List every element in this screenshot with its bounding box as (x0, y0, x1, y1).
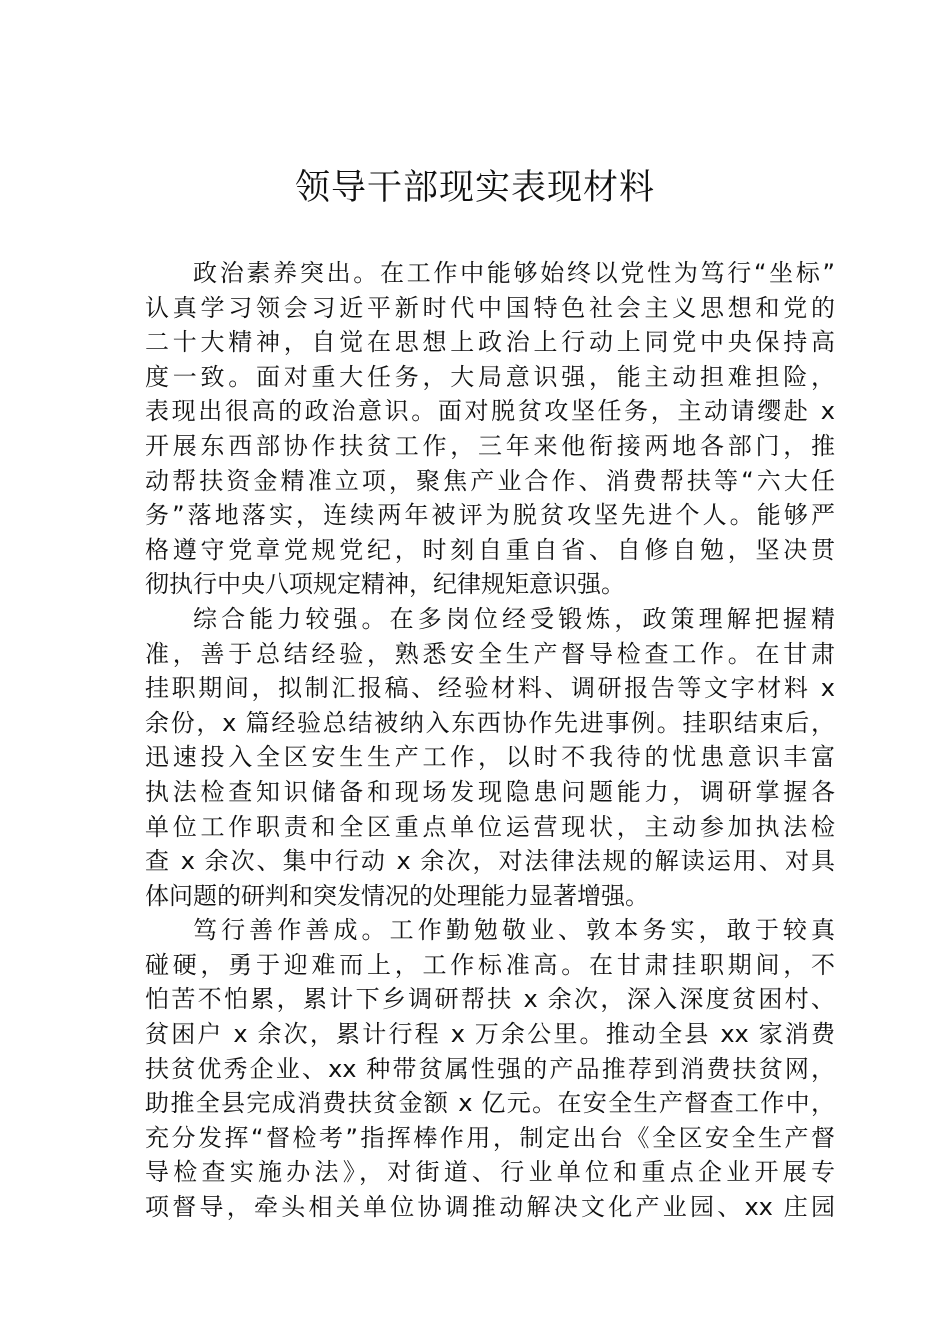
paragraph-practical-work (145, 913, 835, 1224)
text-line: 准，善于总结经验，熟悉安全生产督导检查工作。在甘肃 (145, 639, 835, 668)
text-line: 格遵守党章党规党纪，时刻自重自省、自修自勉，坚决贯 (145, 535, 835, 564)
text-line: 体问题的研判和突发情况的处理能力显著增强。 (145, 881, 649, 910)
text-line: 笃行善作善成。工作勤勉敬业、敦本务实，敢于较真 (193, 916, 835, 945)
text-line: 贫困户 x 余次，累计行程 x 万余公里。推动全县 xx 家消费 (145, 1020, 835, 1049)
text-line: 迅速投入全区安生生产工作，以时不我待的忧患意识丰富 (145, 743, 835, 772)
text-line: 挂职期间，拟制汇报稿、经验材料、调研报告等文字材料 x (145, 674, 835, 703)
text-line: 碰硬，勇于迎难而上，工作标准高。在甘肃挂职期间，不 (145, 950, 835, 979)
text-line: 执法检查知识储备和现场发现隐患问题能力，调研掌握各 (145, 777, 835, 806)
text-line: 度一致。面对重大任务，大局意识强，能主动担难担险， (145, 362, 835, 391)
text-line: 导检查实施办法》，对街道、行业单位和重点企业开展专 (145, 1158, 835, 1187)
document-title: 领导干部现实表现材料 (294, 168, 655, 208)
text-line: 动帮扶资金精准立项，聚焦产业合作、消费帮扶等“六大任 (145, 466, 835, 495)
text-line: 认真学习领会习近平新时代中国特色社会主义思想和党的 (145, 293, 835, 322)
document-body (145, 256, 835, 1225)
text-line: 政治素养突出。在工作中能够始终以党性为笃行“坐标” (193, 259, 835, 287)
text-line: 开展东西部协作扶贫工作，三年来他衔接两地各部门，推 (145, 431, 835, 460)
text-line: 余份，x 篇经验总结被纳入东西协作先进事例。挂职结束后， (145, 708, 835, 737)
text-line: 扶贫优秀企业、xx 种带贫属性强的产品推荐到消费扶贫网， (145, 1054, 835, 1083)
text-line: 项督导，牵头相关单位协调推动解决文化产业园、xx 庄园 (145, 1193, 835, 1222)
text-line: 二十大精神，自觉在思想上政治上行动上同党中央保持高 (145, 328, 835, 357)
paragraph-political-quality (145, 256, 835, 602)
text-line: 充分发挥“督检考”指挥棒作用，制定出台《全区安全生产督 (145, 1123, 835, 1152)
text-line: 单位工作职责和全区重点单位运营现状，主动参加执法检 (145, 812, 835, 841)
text-line: 查 x 余次、集中行动 x 余次，对法律法规的解读运用、对具 (145, 847, 835, 876)
text-line: 表现出很高的政治意识。面对脱贫攻坚任务，主动请缨赴 x (145, 397, 835, 426)
text-line: 彻执行中央八项规定精神，纪律规矩意识强。 (145, 570, 625, 599)
text-line: 务”落地落实，连续两年被评为脱贫攻坚先进个人。能够严 (145, 501, 835, 530)
paragraph-comprehensive-ability (145, 602, 835, 913)
text-line: 综合能力较强。在多岗位经受锻炼，政策理解把握精 (193, 604, 835, 633)
text-line: 怕苦不怕累，累计下乡调研帮扶 x 余次，深入深度贫困村、 (145, 985, 835, 1014)
text-line: 助推全县完成消费扶贫金额 x 亿元。在安全生产督查工作中， (145, 1089, 835, 1118)
